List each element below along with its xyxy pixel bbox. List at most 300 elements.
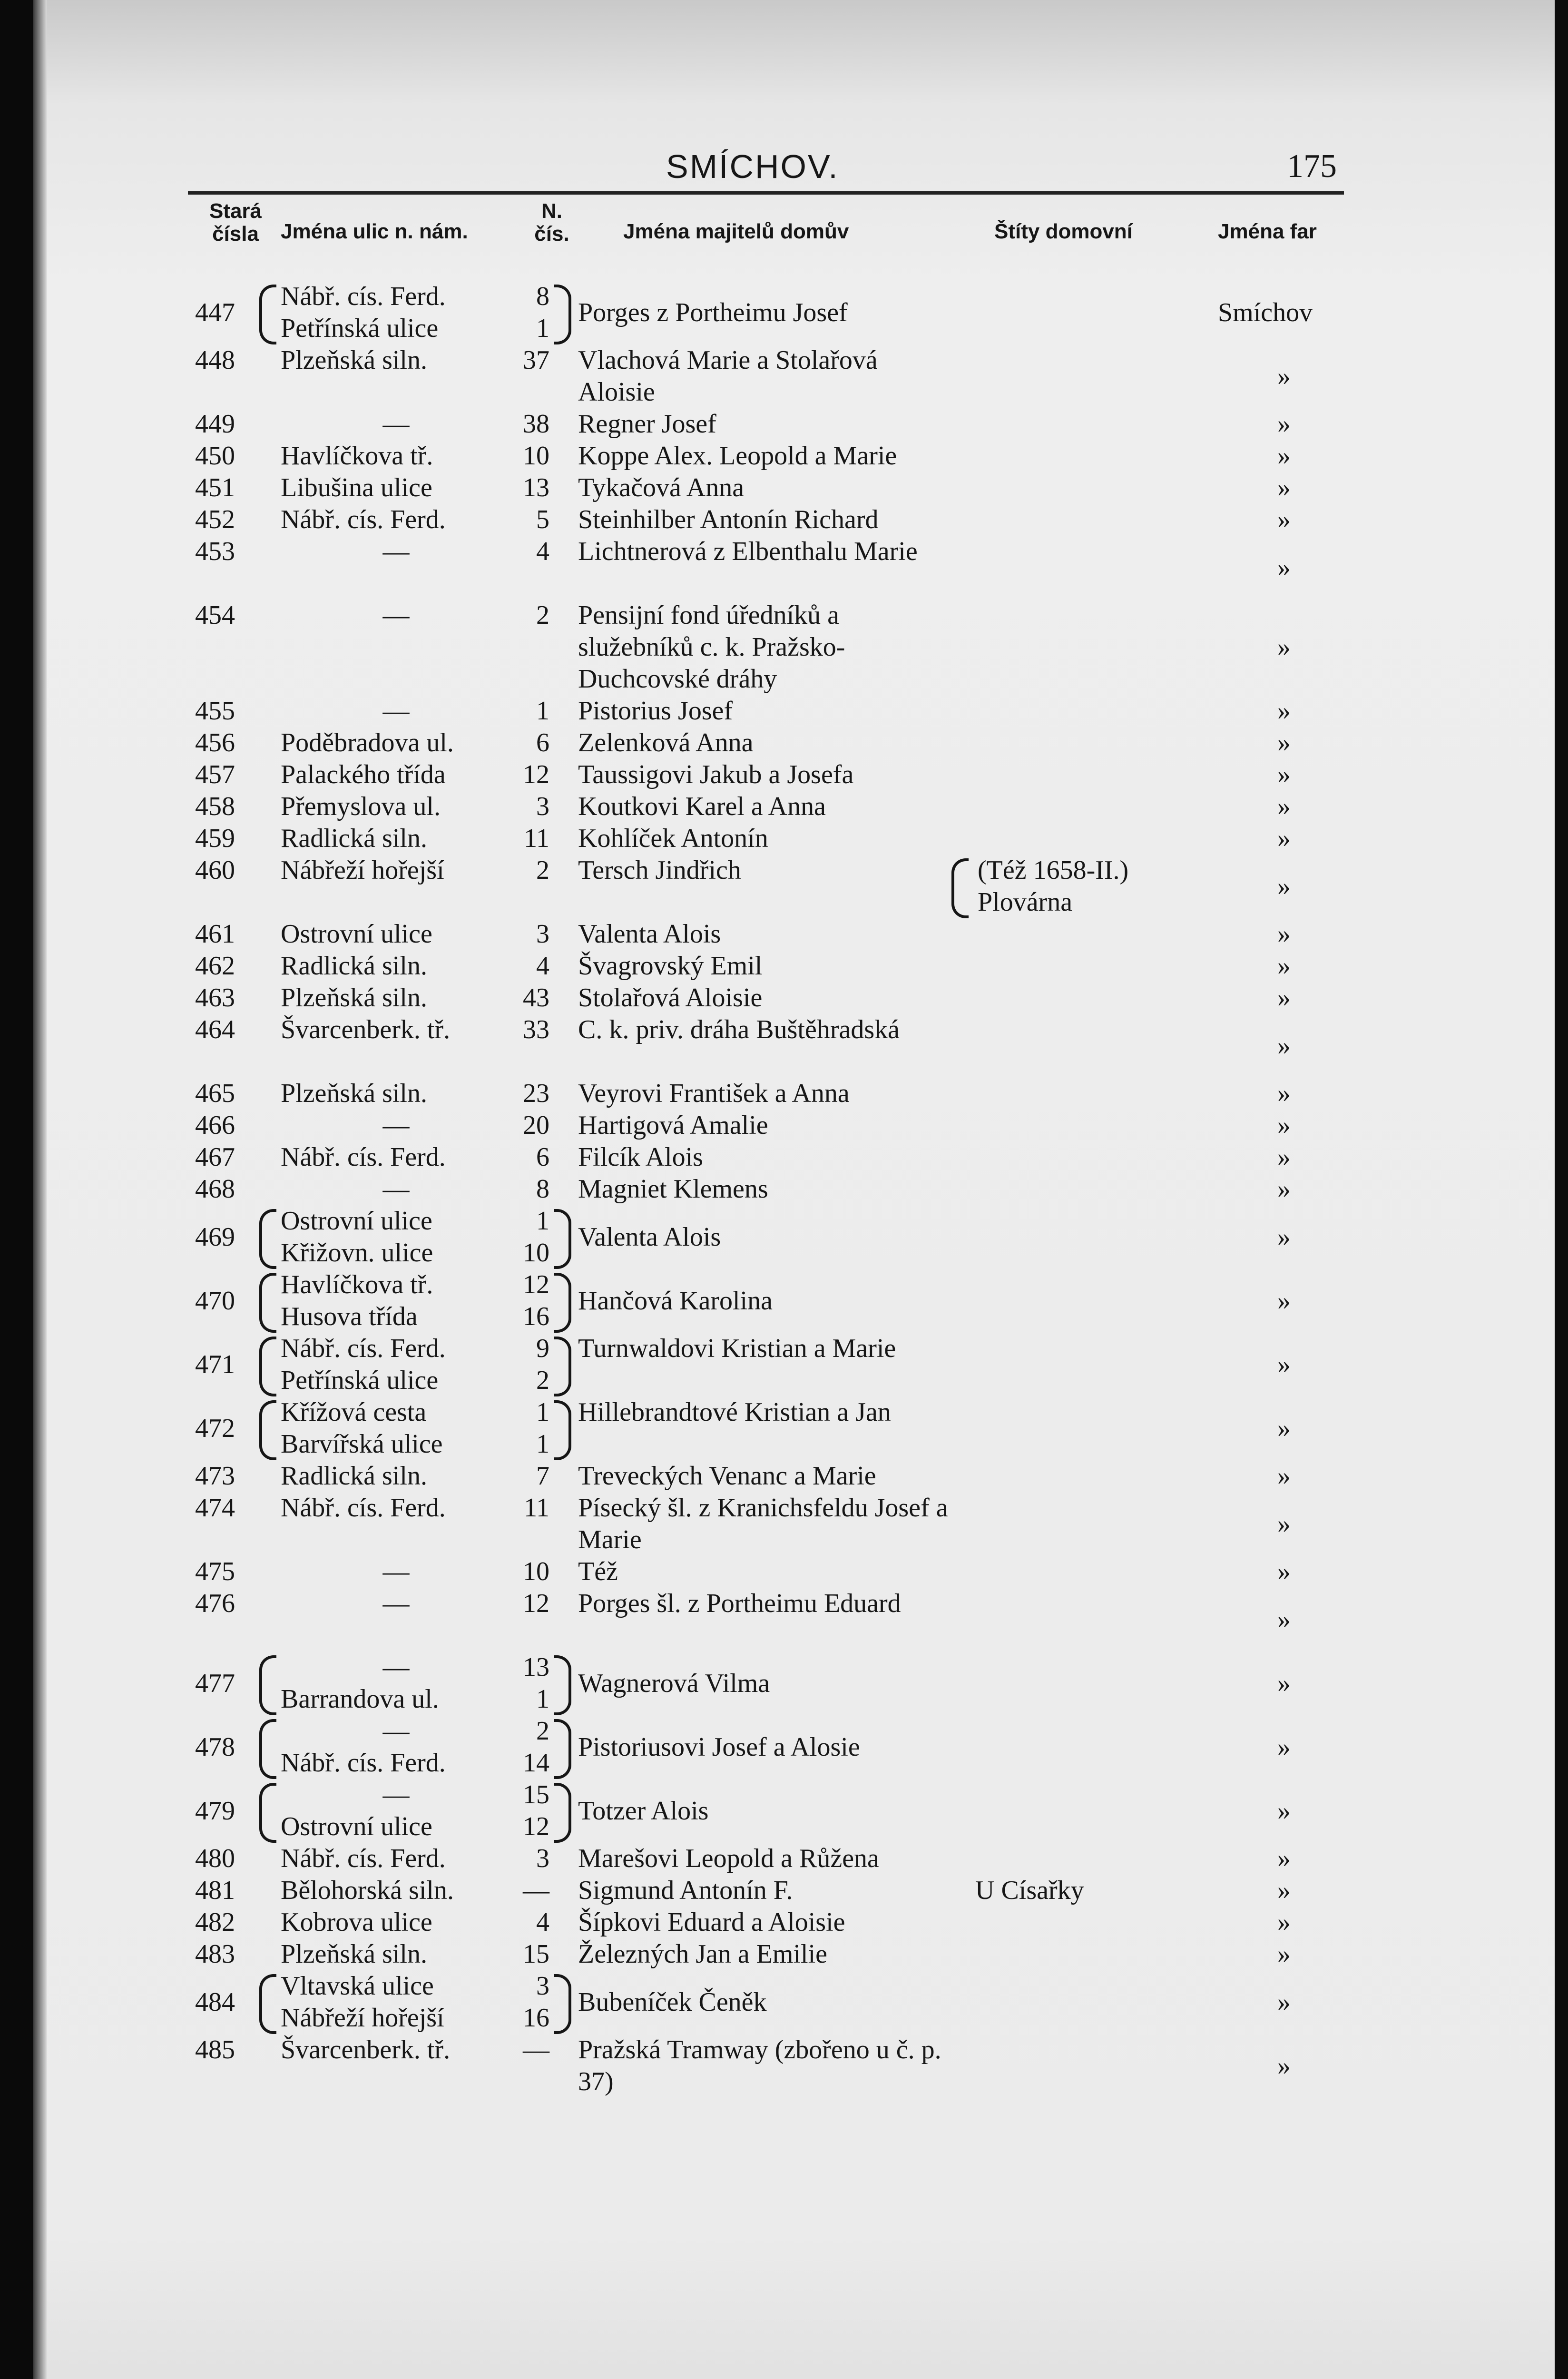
street-name — [281, 1110, 511, 1141]
street-names — [281, 918, 511, 950]
new-house-numbers — [511, 1715, 549, 1779]
owner-name: Turnwaldovi Kristian a Marie — [578, 1334, 896, 1363]
owner-name: Marešovi Leopold a Růžena — [578, 1844, 879, 1873]
new-house-numbers — [511, 727, 549, 759]
house-number: 3 — [536, 1844, 549, 1873]
parish-name: » — [1277, 1907, 1291, 1937]
owner-name: Tykačová Anna — [578, 473, 745, 502]
street-names — [281, 536, 511, 568]
old-house-number: 481 — [195, 1876, 235, 1905]
new-house-numbers — [511, 1205, 549, 1269]
house-number: 2 — [536, 855, 549, 885]
street-name — [281, 1779, 511, 1811]
old-house-number: 468 — [195, 1174, 235, 1204]
new-house-numbers — [511, 1333, 549, 1396]
owner-name: Zelenková Anna — [578, 728, 754, 757]
column-header-streets: Jména ulic n. nám. — [281, 220, 468, 243]
parish-name: » — [1277, 871, 1291, 901]
parish-name: » — [1277, 1111, 1291, 1140]
street-name: Nábř. cís. Ferd. — [281, 282, 446, 311]
street-name: Nábř. cís. Ferd. — [281, 1334, 446, 1363]
owner-name: Sigmund Antonín F. — [578, 1876, 793, 1905]
street-name: Barrandova ul. — [281, 1684, 439, 1714]
table-row — [0, 1588, 1568, 1652]
old-house-number: 472 — [195, 1413, 235, 1443]
house-number: 11 — [524, 824, 549, 853]
parish-name: Smíchov — [1218, 297, 1313, 327]
table-row — [0, 1396, 1568, 1460]
owner-name: Železných Jan a Emilie — [578, 1939, 827, 1969]
street-name: Ostrovní ulice — [281, 1206, 432, 1236]
parish-name: » — [1277, 1876, 1291, 1905]
street-names — [281, 504, 511, 536]
old-house-number: 485 — [195, 2035, 235, 2064]
street-names — [281, 440, 511, 472]
street-names — [281, 1205, 511, 1269]
street-names — [281, 1173, 511, 1205]
old-house-number: 467 — [195, 1142, 235, 1172]
parish-name: » — [1277, 1174, 1291, 1204]
old-house-number: 477 — [195, 1668, 235, 1698]
street-name: Bělohorská siln. — [281, 1876, 454, 1905]
street-name: Ostrovní ulice — [281, 919, 432, 949]
house-sign — [975, 1875, 1223, 1907]
house-number: 3 — [536, 1971, 549, 2001]
column-header-parishes: Jména far — [1218, 220, 1317, 243]
old-house-number: 474 — [195, 1493, 235, 1523]
house-number: 2 — [536, 1716, 549, 1746]
street-name: Havlíčkova tř. — [281, 1270, 433, 1299]
house-number: 4 — [536, 537, 549, 566]
parish-name: » — [1277, 1604, 1291, 1634]
parish-name: » — [1277, 1939, 1291, 1969]
street-names — [281, 1269, 511, 1333]
house-number: 20 — [523, 1111, 549, 1140]
new-house-numbers — [511, 855, 549, 886]
ditto-dash: — — [382, 600, 410, 630]
ditto-dash: — — [382, 1652, 410, 1682]
old-house-number: 480 — [195, 1844, 235, 1873]
street-names — [281, 1779, 511, 1843]
owner-name: Bubeníček Čeněk — [578, 1987, 767, 2017]
parish-name: » — [1277, 1987, 1291, 2017]
old-house-number: 464 — [195, 1015, 235, 1044]
owner-name: Pražská Tramway (zbořeno u č. p. 37) — [578, 2035, 941, 2096]
street-name: Nábřeží hořejší — [281, 2003, 444, 2033]
house-number: 1 — [536, 1206, 549, 1236]
house-number: 1 — [536, 1429, 549, 1459]
street-names — [281, 982, 511, 1014]
number-brace — [554, 1273, 571, 1333]
owner-name: C. k. priv. dráha Buštěhradská — [578, 1015, 900, 1044]
number-brace — [554, 1209, 571, 1269]
table-row — [0, 982, 1568, 1014]
house-number: 15 — [523, 1939, 549, 1969]
old-house-number: 478 — [195, 1732, 235, 1762]
table-row — [0, 1843, 1568, 1875]
table-row — [0, 855, 1568, 918]
table-row — [0, 1141, 1568, 1173]
street-names — [281, 759, 511, 791]
old-house-number: 451 — [195, 473, 235, 502]
table-row — [0, 823, 1568, 855]
street-name: Vltavská ulice — [281, 1971, 434, 2001]
street-name — [281, 408, 511, 440]
house-number: 4 — [536, 1907, 549, 1937]
parish-name: » — [1277, 1796, 1291, 1826]
house-listing-table — [0, 281, 1568, 2098]
house-number: 4 — [536, 951, 549, 981]
street-names — [281, 1078, 511, 1110]
ditto-dash: — — [382, 1111, 410, 1140]
parish-name: » — [1277, 1844, 1291, 1873]
house-number: 13 — [523, 473, 549, 502]
street-brace — [259, 1273, 276, 1333]
house-number: 16 — [523, 2003, 549, 2033]
street-name — [281, 600, 511, 631]
street-names — [281, 472, 511, 504]
house-number: 23 — [523, 1079, 549, 1108]
house-number: 12 — [523, 760, 549, 789]
house-sign-line: (Též 1658-II.) — [978, 855, 1129, 885]
parish-name: » — [1277, 1031, 1291, 1061]
table-row — [0, 1460, 1568, 1492]
new-house-numbers — [511, 344, 549, 376]
street-name: Plzeňská siln. — [281, 1939, 427, 1969]
parish-name: » — [1277, 792, 1291, 821]
ditto-dash: — — [382, 1716, 410, 1746]
owner-name: Pensijní fond úředníků a služebníků c. k. Pražsko-Duchcovské dráhy — [578, 600, 845, 694]
new-house-numbers — [511, 1078, 549, 1110]
owner-name: Porges z Portheimu Josef — [578, 297, 848, 327]
street-name: Nábř. cís. Ferd. — [281, 1142, 446, 1172]
old-house-number: 476 — [195, 1589, 235, 1618]
owner-name: Písecký šl. z Kranichsfeldu Josef a Marie — [578, 1493, 948, 1554]
house-number: 2 — [536, 1366, 549, 1395]
old-house-number: 465 — [195, 1079, 235, 1108]
old-house-number: 469 — [195, 1222, 235, 1252]
house-number: 2 — [536, 600, 549, 630]
parish-name: » — [1277, 1668, 1291, 1698]
owner-name: Vlachová Marie a Stolařová Aloisie — [578, 345, 878, 407]
street-name: Plzeňská siln. — [281, 345, 427, 375]
street-names — [281, 1396, 511, 1460]
house-number: 1 — [536, 1397, 549, 1427]
house-number: 6 — [536, 1142, 549, 1172]
owner-name: Valenta Alois — [578, 919, 721, 949]
street-names — [281, 791, 511, 823]
street-names — [281, 281, 511, 344]
old-house-number: 484 — [195, 1987, 235, 2017]
street-names — [281, 1875, 511, 1907]
house-number: 12 — [523, 1270, 549, 1299]
street-brace — [259, 1719, 276, 1779]
old-house-number: 470 — [195, 1286, 235, 1316]
owner-name: Kohlíček Antonín — [578, 824, 768, 853]
street-names — [281, 2034, 511, 2066]
new-house-numbers — [511, 2034, 549, 2066]
house-sign-line: Plovárna — [978, 887, 1073, 917]
table-row — [0, 1779, 1568, 1843]
old-house-number: 453 — [195, 537, 235, 566]
old-house-number: 473 — [195, 1461, 235, 1491]
owner-name: Regner Josef — [578, 409, 716, 439]
new-house-numbers — [511, 1779, 549, 1843]
new-house-numbers — [511, 982, 549, 1014]
street-name: Plzeňská siln. — [281, 1079, 427, 1108]
parish-name: » — [1277, 409, 1291, 439]
old-house-number: 471 — [195, 1349, 235, 1379]
street-name: Kobrova ulice — [281, 1907, 432, 1937]
column-header-old-numbers: Stará čísla — [209, 199, 262, 246]
house-number: 16 — [523, 1302, 549, 1331]
street-names — [281, 1652, 511, 1715]
table-row — [0, 408, 1568, 440]
table-row — [0, 1014, 1568, 1078]
running-header — [181, 133, 1346, 190]
house-number: 6 — [536, 728, 549, 757]
old-house-number: 447 — [195, 297, 235, 327]
parish-name: » — [1277, 441, 1291, 471]
street-name: Plzeňská siln. — [281, 983, 427, 1013]
house-sign-line: U Císařky — [975, 1876, 1084, 1905]
new-house-numbers — [511, 472, 549, 504]
parish-name: » — [1277, 632, 1291, 662]
table-row — [0, 600, 1568, 695]
street-names — [281, 1907, 511, 1938]
ditto-dash: — — [382, 1174, 410, 1204]
street-name: Švarcenberk. tř. — [281, 1015, 451, 1044]
street-names — [281, 1938, 511, 1970]
owner-name: Švagrovský Emil — [578, 951, 763, 981]
column-header-new-numbers: N. čís. — [534, 199, 569, 246]
street-names — [281, 855, 511, 886]
new-house-numbers — [511, 408, 549, 440]
house-number: 7 — [536, 1461, 549, 1491]
street-name: Husova třída — [281, 1302, 418, 1331]
number-brace — [554, 1719, 571, 1779]
street-names — [281, 1843, 511, 1875]
owner-name: Koutkovi Karel a Anna — [578, 792, 826, 821]
running-title: SMÍCHOV. — [666, 148, 839, 185]
old-house-number: 458 — [195, 792, 235, 821]
new-house-numbers — [511, 695, 549, 727]
owner-name: Wagnerová Vilma — [578, 1668, 770, 1698]
owner-name: Totzer Alois — [578, 1796, 709, 1826]
header-rule — [188, 191, 1344, 195]
new-house-numbers — [511, 759, 549, 791]
parish-name: » — [1277, 505, 1291, 534]
new-house-numbers — [511, 281, 549, 344]
street-name: Švarcenberk. tř. — [281, 2035, 451, 2064]
parish-name: » — [1277, 760, 1291, 789]
ditto-dash: — — [382, 537, 410, 566]
new-house-numbers — [511, 504, 549, 536]
table-row — [0, 1110, 1568, 1141]
table-row — [0, 791, 1568, 823]
new-house-numbers — [511, 1875, 549, 1907]
street-names — [281, 600, 511, 631]
house-number: 1 — [536, 314, 549, 343]
owner-name: Veyrovi František a Anna — [578, 1079, 850, 1108]
street-name: Petřínská ulice — [281, 1366, 439, 1395]
parish-name: » — [1277, 1557, 1291, 1586]
table-row — [0, 695, 1568, 727]
ditto-dash: — — [382, 1557, 410, 1586]
new-house-numbers — [511, 1110, 549, 1141]
number-brace — [554, 285, 571, 344]
parish-name: » — [1277, 696, 1291, 726]
street-name: Radlická siln. — [281, 1461, 427, 1491]
street-brace — [259, 1400, 276, 1460]
street-names — [281, 344, 511, 376]
street-name — [281, 536, 511, 568]
house-number: 5 — [536, 505, 549, 534]
street-name: Havlíčkova tř. — [281, 441, 433, 471]
parish-name: » — [1277, 919, 1291, 949]
street-name: Křižovn. ulice — [281, 1238, 433, 1268]
street-names — [281, 1556, 511, 1588]
owner-name: Hillebrandtové Kristian a Jan — [578, 1397, 891, 1427]
street-names — [281, 1460, 511, 1492]
owner-name: Šípkovi Eduard a Aloisie — [578, 1907, 845, 1937]
table-row — [0, 1556, 1568, 1588]
column-header-owners: Jména majitelů domův — [623, 220, 849, 243]
house-number: 12 — [523, 1812, 549, 1841]
house-number: 10 — [523, 441, 549, 471]
new-house-numbers — [511, 1907, 549, 1938]
new-house-numbers — [511, 1970, 549, 2034]
street-name: Křížová cesta — [281, 1397, 427, 1427]
parish-name: » — [1277, 1509, 1291, 1539]
house-number: 8 — [536, 282, 549, 311]
owner-name: Pistoriusovi Josef a Alosie — [578, 1732, 860, 1762]
number-brace — [554, 1974, 571, 2034]
parish-name: » — [1277, 1222, 1291, 1252]
new-house-numbers — [511, 1460, 549, 1492]
parish-name: » — [1277, 1079, 1291, 1108]
table-row — [0, 950, 1568, 982]
new-house-numbers — [511, 1173, 549, 1205]
table-row — [0, 2034, 1568, 2098]
table-row — [0, 1205, 1568, 1269]
new-house-numbers — [511, 791, 549, 823]
number-brace — [554, 1337, 571, 1396]
old-house-number: 448 — [195, 345, 235, 375]
house-number: 15 — [523, 1780, 549, 1809]
street-names — [281, 1014, 511, 1046]
house-number: 38 — [523, 409, 549, 439]
table-row — [0, 1652, 1568, 1715]
ditto-dash: — — [382, 409, 410, 439]
house-sign — [978, 855, 1225, 918]
owner-name: Lichtnerová z Elbenthalu Marie — [578, 537, 918, 566]
house-number: 10 — [523, 1238, 549, 1268]
table-row — [0, 440, 1568, 472]
street-brace — [259, 285, 276, 344]
new-house-numbers — [511, 1269, 549, 1333]
house-number: 10 — [523, 1557, 549, 1586]
parish-name: » — [1277, 951, 1291, 981]
house-number: 12 — [523, 1589, 549, 1618]
street-names — [281, 1110, 511, 1141]
page-number: 175 — [1287, 148, 1337, 185]
table-row — [0, 281, 1568, 344]
number-brace — [554, 1400, 571, 1460]
parish-name: » — [1277, 824, 1291, 853]
parish-name: » — [1277, 983, 1291, 1013]
number-brace — [554, 1783, 571, 1843]
street-name — [281, 1173, 511, 1205]
new-house-numbers — [511, 1843, 549, 1875]
owner-name: Taussigovi Jakub a Josefa — [578, 760, 854, 789]
table-row — [0, 918, 1568, 950]
old-house-number: 479 — [195, 1796, 235, 1826]
table-row — [0, 1333, 1568, 1396]
old-house-number: 461 — [195, 919, 235, 949]
house-sign-brace — [951, 858, 969, 918]
parish-name: » — [1277, 1286, 1291, 1316]
owner-name: Hartigová Amalie — [578, 1111, 768, 1140]
street-name: Nábř. cís. Ferd. — [281, 1493, 446, 1523]
ditto-dash: — — [382, 696, 410, 726]
old-house-number: 483 — [195, 1939, 235, 1969]
street-name: Libušina ulice — [281, 473, 432, 502]
owner-name: Stolařová Aloisie — [578, 983, 763, 1013]
column-header-house-signs: Štíty domovní — [994, 220, 1133, 243]
street-name: Radlická siln. — [281, 824, 427, 853]
street-brace — [259, 1209, 276, 1269]
street-name: Nábřeží hořejší — [281, 855, 444, 885]
new-house-numbers — [511, 536, 549, 568]
new-house-numbers — [511, 1588, 549, 1620]
new-house-numbers — [511, 1141, 549, 1173]
street-brace — [259, 1337, 276, 1396]
table-row — [0, 472, 1568, 504]
table-row — [0, 1938, 1568, 1970]
old-house-number: 456 — [195, 728, 235, 757]
parish-name: » — [1277, 1142, 1291, 1172]
owner-name: Koppe Alex. Leopold a Marie — [578, 441, 897, 471]
table-row — [0, 759, 1568, 791]
table-row — [0, 1907, 1568, 1938]
street-name: Ostrovní ulice — [281, 1812, 432, 1841]
table-row — [0, 1492, 1568, 1556]
house-number: 1 — [536, 696, 549, 726]
table-row — [0, 1715, 1568, 1779]
owner-name: Treveckých Venanc a Marie — [578, 1461, 876, 1491]
ditto-dash: — — [382, 1589, 410, 1618]
new-house-numbers — [511, 600, 549, 631]
owner-name: Též — [578, 1557, 618, 1586]
table-row — [0, 1078, 1568, 1110]
new-house-numbers — [511, 918, 549, 950]
house-number: 1 — [536, 1684, 549, 1714]
new-house-numbers — [511, 823, 549, 855]
street-names — [281, 950, 511, 982]
house-number: 9 — [536, 1334, 549, 1363]
house-number: 13 — [523, 1652, 549, 1682]
owner-name: Porges šl. z Portheimu Eduard — [578, 1589, 901, 1618]
house-number: 3 — [536, 792, 549, 821]
street-name: Nábř. cís. Ferd. — [281, 505, 446, 534]
house-number: 37 — [523, 345, 549, 375]
ditto-dash: — — [382, 1780, 410, 1809]
old-house-number: 457 — [195, 760, 235, 789]
owner-name: Magniet Klemens — [578, 1174, 768, 1204]
table-row — [0, 536, 1568, 600]
house-number: — — [523, 2035, 549, 2064]
